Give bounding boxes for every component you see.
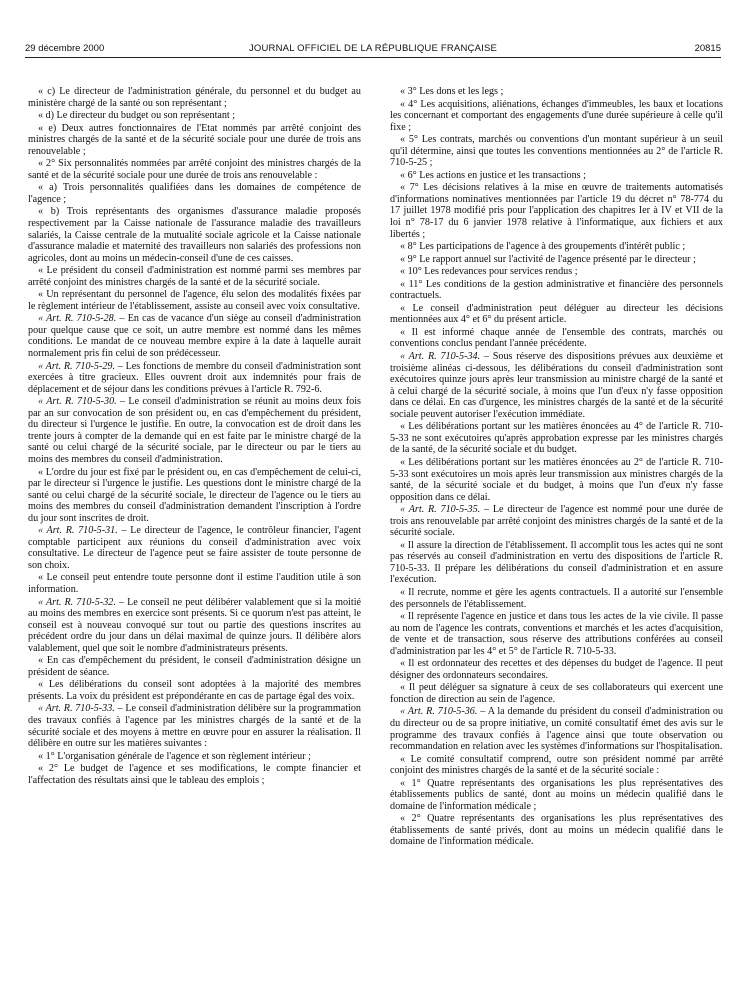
- paragraph: [390, 99, 723, 134]
- paragraph-text: « Il est ordonnateur des recettes et des dépenses du budget de l'agence. Il peut désigner des ordonnateurs secondaires.: [390, 658, 723, 681]
- paragraph: [28, 86, 361, 109]
- paragraph-text: « a) Trois personnalités qualifiées dans les domaines de compétence de l'agence ;: [28, 182, 361, 205]
- left-column: [28, 86, 361, 986]
- paragraph-text: « 1° Quatre représentants des organisations les plus représentatives des établissements publics de santé, dont au moins un médecin qualifié dans le domaine de l'information médicale ;: [390, 777, 723, 812]
- paragraph: [390, 254, 723, 266]
- paragraph: [390, 504, 723, 539]
- paragraph-text: « L'ordre du jour est fixé par le président ou, en cas d'empêchement de celui-ci, par le directeur si l'urgence le justifie. Les questions dont le ministre chargé de la santé ou celui chargé de la sécurité sociale, le directeur de l'agence ou le tiers au moins des membres du conseil d'administration demandent l'inscription à l'ordre du jour sont inscrites de droit.: [28, 466, 361, 524]
- paragraph: [390, 813, 723, 848]
- paragraph: [28, 110, 361, 122]
- journal-title: JOURNAL OFFICIEL DE LA RÉPUBLIQUE FRANÇAISE: [248, 43, 498, 54]
- paragraph: [28, 206, 361, 264]
- paragraph-text: – En cas de vacance d'un siège au conseil d'administration pour quelque cause que ce soit, un autre membre est nommé dans les mêmes conditions. Le mandat de ce nouveau membre expire à la date à laquelle aurait normalement pris fin celui de son prédécesseur.: [28, 313, 361, 360]
- paragraph-text: « 2° Le budget de l'agence et ses modifications, le compte financier et l'affectation des résultats ainsi que le tableau des emplois ;: [28, 763, 361, 786]
- paragraph-text: – Sous réserve des dispositions prévues aux deuxième et troisième alinéas ci-dessous, les délibérations du conseil d'administration sont exécutoires quinze jours après leur transmission au ministre chargé de la santé et à celui chargé de la sécurité sociale, à moins que l'un d'eux n'y fasse opposition dans ce délai. En cas d'urgence, les ministres chargés de la santé et de la sécurité sociale peuvent autoriser l'exécution immédiate.: [390, 351, 723, 420]
- paragraph-text: « d) Le directeur du budget ou son représentant ;: [38, 110, 236, 122]
- paragraph: [390, 86, 723, 98]
- paragraph: [390, 182, 723, 240]
- paragraph: [390, 170, 723, 182]
- paragraph: [28, 763, 361, 786]
- paragraph-text: « Il représente l'agence en justice et dans tous les actes de la vie civile. Il passe au nom de l'agence les contrats, conventions et marchés et les actes d'acquisition, de vente et de transaction, sous réserve des attributions conférées au conseil d'administration par les 4° et 5° de l'article R. 710-5-33.: [390, 611, 723, 657]
- right-column: [390, 86, 723, 986]
- page-number: 20815: [694, 43, 721, 54]
- paragraph-text: « Il est informé chaque année de l'ensemble des contrats, marchés ou conventions conclus pendant l'année précédente.: [390, 326, 723, 350]
- paragraph-text: – Le conseil ne peut délibérer valablement que si la moitié au moins des membres en exercice sont présents. Si ce quorum n'est pas atteint, le conseil est à nouveau convoqué sur tout ou partie des questions inscrites au précédent ordre du jour dans un délai maximal de quinze jours. Il délibère alors valablement, quel que soit le nombre d'administrateurs présents.: [28, 596, 361, 654]
- paragraph-text: « 9° Le rapport annuel sur l'activité de l'agence présenté par le directeur ;: [400, 253, 696, 265]
- paragraph: [390, 327, 723, 350]
- paragraph-text: « Le comité consultatif comprend, outre son président nommé par arrêté conjoint des ministres chargés de la santé et de la sécurité sociale :: [390, 753, 723, 777]
- paragraph-text: « 8° Les participations de l'agence à des groupements d'intérêt public ;: [400, 241, 686, 253]
- paragraph: [28, 525, 361, 571]
- paragraph-text: « 7° Les décisions relatives à la mise en œuvre de traitements automatisés d'informations nominatives mentionnées par l'article 19 du décret n° 78-774 du 17 juillet 1978 modifié pris pour l'application des chapitres Ier à IV et VII de la loi n° 78-17 du 6 janvier 1978 relative à l'informatique, aux fichiers et aux libertés ;: [390, 182, 723, 240]
- paragraph: [28, 123, 361, 158]
- paragraph-text: « Le conseil peut entendre toute personne dont il estime l'audition utile à son information.: [28, 572, 361, 595]
- article-reference: « Art. R. 710-5-32.: [38, 596, 116, 608]
- paragraph: [390, 421, 723, 456]
- paragraph-text: « Il peut déléguer sa signature à ceux de ses collaborateurs qui exercent une fonction de direction au sein de l'agence.: [390, 682, 723, 705]
- paragraph: [28, 703, 361, 749]
- paragraph-text: – A la demande du président du conseil d'administration ou du directeur ou de sa propre initiative, un comité consultatif émet des avis sur le programme des travaux confiés à l'agence ainsi que toute observation ou recommandation en relation avec les systèmes d'informations sur l'hospitalisation.: [390, 706, 723, 753]
- paragraph: [390, 658, 723, 681]
- article-reference: « Art. R. 710-5-28.: [38, 313, 117, 325]
- paragraph-text: « Le conseil d'administration peut déléguer au directeur les décisions mentionnées aux 4° et 6° du présent article.: [390, 302, 723, 326]
- article-reference: « Art. R. 710-5-29.: [38, 360, 115, 372]
- paragraph-text: « Il recrute, nomme et gère les agents contractuels. Il a autorité sur l'ensemble des personnels de l'établissement.: [390, 586, 723, 610]
- header-date: 29 décembre 2000: [25, 43, 105, 54]
- paragraph-text: – Le directeur de l'agence est nommé pour une durée de trois ans renouvelable par arrêté conjoint des ministres chargés de la santé et de la sécurité sociale.: [390, 504, 723, 539]
- paragraph-text: « Les délibérations du conseil sont adoptées à la majorité des membres présents. La voix du président est prépondérante en cas de partage égal des voix.: [28, 679, 361, 702]
- paragraph: [390, 279, 723, 302]
- article-reference: « Art. R. 710-5-34.: [400, 351, 481, 363]
- article-reference: « Art. R. 710-5-31.: [38, 525, 118, 537]
- paragraph-text: « b) Trois représentants des organismes d'assurance maladie proposés respectivement par la Caisse nationale de l'assurance maladie des travailleurs salariés, la Caisse centrale de la mutualité sociale agricole et la Caisse nationale d'assurance maladie et maternité des travailleurs non salariés des professions non agricoles, dont au moins un médecin-conseil d'une de ces caisses.: [28, 206, 361, 264]
- paragraph: [28, 655, 361, 678]
- paragraph-text: « 4° Les acquisitions, aliénations, échanges d'immeubles, les baux et locations les concernant et comportant des engagements d'une durée supérieure à celle qu'il fixe ;: [390, 98, 723, 133]
- paragraph: [390, 266, 723, 278]
- paragraph-text: « Les délibérations portant sur les matières énoncées au 2° de l'article R. 710-5-33 sont exécutoires un mois après leur transmission aux ministres chargés de la santé, de la sécurité sociale et du budget, à moins que l'un d'eux n'y fasse opposition dans ce délai.: [390, 456, 723, 503]
- article-reference: « Art. R. 710-5-33.: [38, 703, 115, 715]
- paragraph-text: « Il assure la direction de l'établissement. Il accomplit tous les actes qui ne sont pas réservés au conseil d'administration en vertu des dispositions de l'article R. 710-5-33. Il prépare les délibérations du conseil d'administration et en assure l'exécution.: [390, 539, 723, 586]
- paragraph: [28, 751, 361, 763]
- paragraph-text: « 1° L'organisation générale de l'agence et son règlement intérieur ;: [38, 750, 311, 762]
- paragraph: [28, 182, 361, 205]
- paragraph-text: « 2° Quatre représentants des organisations les plus représentatives des établissements de santé privés, dont au moins un médecin qualifié dans le domaine de l'information médicale.: [390, 813, 723, 848]
- paragraph: [28, 158, 361, 181]
- paragraph-text: « 10° Les redevances pour services rendus ;: [400, 266, 578, 278]
- paragraph-text: « 6° Les actions en justice et les transactions ;: [400, 169, 586, 181]
- paragraph: [390, 778, 723, 813]
- paragraph-text: « En cas d'empêchement du président, le conseil d'administration désigne un président de séance.: [28, 655, 361, 678]
- paragraph: [390, 303, 723, 326]
- paragraph-text: « c) Le directeur de l'administration générale, du personnel et du budget au ministère chargé de la santé ou son représentant ;: [28, 86, 361, 109]
- paragraph: [390, 611, 723, 657]
- paragraph: [390, 134, 723, 169]
- paragraph-text: « e) Deux autres fonctionnaires de l'Etat nommés par arrêté conjoint des ministres chargés de la santé et de la sécurité sociale pour une durée de trois ans renouvelable ;: [28, 122, 361, 157]
- paragraph: [390, 587, 723, 610]
- paragraph: [28, 361, 361, 396]
- paragraph: [28, 396, 361, 465]
- paragraph-text: « Le président du conseil d'administration est nommé parmi ses membres par arrêté conjoint des ministres chargés de la santé et de la sécurité sociale.: [28, 265, 361, 288]
- paragraph: [390, 706, 723, 752]
- paragraph: [28, 467, 361, 525]
- article-reference: « Art. R. 710-5-36.: [400, 706, 478, 718]
- paragraph-text: « Un représentant du personnel de l'agence, élu selon des modalités fixées par le règlement intérieur de l'établissement, assiste au conseil avec voix consultative.: [28, 289, 361, 312]
- paragraph: [28, 313, 361, 359]
- paragraph: [28, 679, 361, 702]
- header-rule: [25, 57, 721, 58]
- paragraph-text: « Les délibérations portant sur les matières énoncées au 4° de l'article R. 710-5-33 ne sont exécutoires qu'après approbation expresse par les ministres chargés de la santé, de la sécurité sociale et du budget.: [390, 421, 723, 456]
- paragraph-text: « 3° Les dons et les legs ;: [400, 86, 504, 97]
- paragraph: [390, 351, 723, 420]
- paragraph: [390, 754, 723, 777]
- paragraph-text: « 2° Six personnalités nommées par arrêté conjoint des ministres chargés de la santé et de la sécurité sociale pour une durée de trois ans renouvelable :: [28, 158, 361, 181]
- paragraph-text: « 5° Les contrats, marchés ou conventions d'un montant supérieur à un seuil qu'il détermine, ainsi que toutes les conventions mentionnées au 2° de l'article R. 710-5-25 ;: [390, 134, 723, 169]
- paragraph: [28, 572, 361, 595]
- paragraph-text: – Le conseil d'administration se réunit au moins deux fois par an sur convocation de son président ou, en cas d'empêchement du président, du directeur si l'urgence le justifie. En outre, la convocation est de droit dans les trente jours à compter de la demande qui en est faite par le ministre chargé de la santé ou celui chargé de la sécurité sociale, par le directeur ou par le tiers au moins des membres du conseil d'administration.: [28, 396, 361, 465]
- article-reference: « Art. R. 710-5-35.: [400, 504, 481, 516]
- paragraph: [390, 540, 723, 586]
- paragraph-text: – Les fonctions de membre du conseil d'administration sont exercées à titre gracieux. Elles ouvrent droit aux indemnités pour frais de déplacement et de séjour dans les conditions prévues à l'article R. 792-6.: [28, 360, 361, 395]
- paragraph: [28, 265, 361, 288]
- paragraph: [390, 241, 723, 253]
- paragraph-text: « 11° Les conditions de la gestion administrative et financière des personnels contractuels.: [390, 278, 723, 302]
- article-reference: « Art. R. 710-5-30.: [38, 396, 117, 408]
- paragraph: [28, 597, 361, 655]
- paragraph: [390, 682, 723, 705]
- paragraph-text: – Le directeur de l'agence, le contrôleur financier, l'agent comptable participent aux réunions du conseil d'administration avec voix consultative. Le directeur de l'agence peut se faire assister de toute personne de son choix.: [28, 525, 361, 571]
- paragraph-text: – Le conseil d'administration délibère sur la programmation des travaux confiés à l'agence par les ministres chargés de la santé et de la sécurité sociale et des moyens à mettre en œuvre pour en assurer la réalisation. Il délibère en outre sur les matières suivantes :: [28, 703, 361, 750]
- paragraph: [28, 289, 361, 312]
- paragraph: [390, 457, 723, 503]
